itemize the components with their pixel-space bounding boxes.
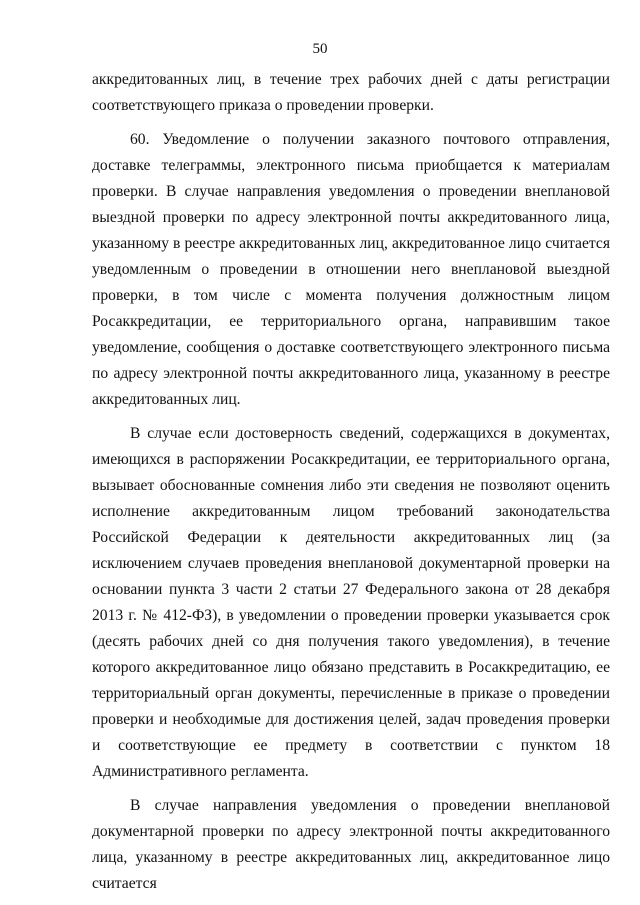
paragraph-clause-60: 60. Уведомление о получении заказного почтового отправления, доставке телеграммы, электронного письма приобщается к материалам проверки. В случае направления уведомления о проведении внеплановой выездной проверки по адресу электронной почты аккредитованного лица, указанному в реестре аккредитованных лиц, аккредитованное лицо считается уведомленным о проведении в отношении него внеплановой выездной проверки, в том числе с момента получения должностным лицом Росаккредитации, ее территориального органа, направившим такое уведомление, сообщения о доставке соответствующего электронного письма по адресу электронной почты аккредитованного лица, указанному в реестре аккредитованных лиц.	[92, 131, 610, 408]
paragraph-continuation: аккредитованных лиц, в течение трех рабочих дней с даты регистрации соответствующего приказа о проведении проверки.	[92, 71, 610, 114]
paragraph-reliability-doubts: В случае если достоверность сведений, содержащихся в документах, имеющихся в распоряжении Росаккредитации, ее территориального органа, вызывает обоснованные сомнения либо эти сведения не позволяют оценить исполнение аккредитованным лицом требований законодательства Российской Федерации к деятельности аккредитованных лиц (за исключением случаев проведения внеплановой документарной проверки на основании пункта 3 части 2 статьи 27 Федерального закона от 28 декабря 2013 г. № 412-ФЗ), в уведомлении о проведении проверки указывается срок (десять рабочих дней со дня получения такого уведомления), в течение которого аккредитованное лицо обязано представить в Росаккредитацию, ее территориальный орган документы, перечисленные в приказе о проведении проверки и необходимые для достижения целей, задач проведения проверки и соответствующие ее предмету в соответствии с пунктом 18 Административного регламента.	[92, 425, 610, 780]
paragraph-documentary-inspection-notice: В случае направления уведомления о проведении внеплановой документарной проверки по адресу электронной почты аккредитованного лица, указанному в реестре аккредитованных лиц, аккредитованное лицо считается	[92, 797, 610, 892]
page-number: 50	[312, 41, 328, 57]
document-body	[92, 67, 610, 897]
